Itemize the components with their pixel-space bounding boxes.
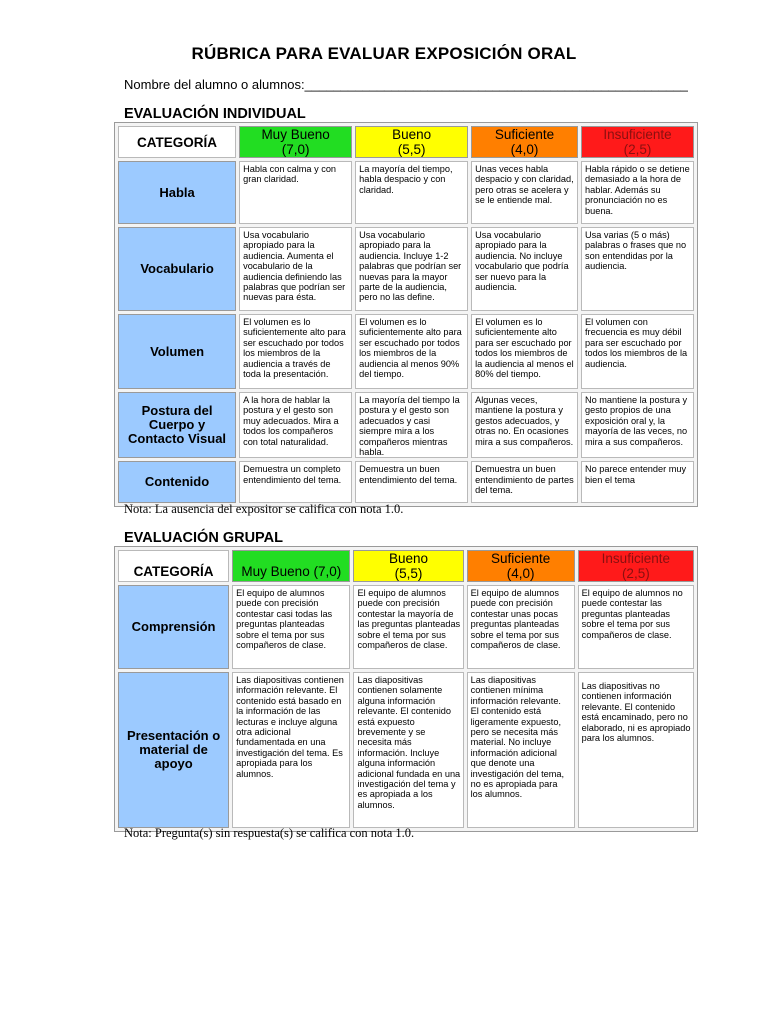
descriptor-cell: El volumen es lo suficientemente alto para ser escuchado por todos los miembros de la audiencia al menos el 80% del tiempo. <box>471 314 578 389</box>
level-header-bueno <box>353 550 463 582</box>
descriptor-cell: Usa vocabulario apropiado para la audiencia. Incluye 1-2 palabras que podrían ser nuevas para la mayor parte de la audiencia, pero no las define. <box>355 227 468 311</box>
category-cell: Habla <box>118 161 236 224</box>
descriptor-cell: No mantiene la postura y gesto propios de una exposición oral y, la mayoría de las veces, no mira a sus compañeros. <box>581 392 694 458</box>
level-name: Muy Bueno (7,0) <box>241 564 342 579</box>
category-cell: Comprensión <box>118 585 229 669</box>
descriptor-cell: Usa vocabulario apropiado para la audiencia. Aumenta el vocabulario de la audiencia definiendo las palabras que podrían ser nuevas para ésta. <box>239 227 352 311</box>
descriptor-cell: Habla rápido o se detiene demasiado a la hora de hablar. Además su pronunciación no es buena. <box>581 161 694 224</box>
rubric-table-individual <box>114 122 698 507</box>
level-score: (4,0) <box>506 566 535 581</box>
level-header-muy-bueno <box>239 126 352 158</box>
level-header-suficiente <box>471 126 578 158</box>
descriptor-cell: El equipo de alumnos puede con precisión contestar casi todas las preguntas planteadas sobre el tema por sus compañeros de clase. <box>232 585 350 669</box>
level-name: Insuficiente <box>603 127 672 142</box>
descriptor-cell: Usa vocabulario apropiado para la audiencia. No incluye vocabulario que podría ser nuevo para la audiencia. <box>471 227 578 311</box>
page-title: RÚBRICA PARA EVALUAR EXPOSICIÓN ORAL <box>191 44 577 63</box>
category-cell: Contenido <box>118 461 236 503</box>
descriptor-cell: Las diapositivas contienen información relevante. El contenido está basado en la información de las lecturas e incluye alguna otra adicional fundamentada en una investigación del tema. Es apropiada para los alumnos. <box>232 672 350 828</box>
descriptor-cell: Unas veces habla despacio y con claridad, pero otras se acelera y se le entiende mal. <box>471 161 578 224</box>
descriptor-cell: Las diapositivas contienen mínima información relevante. El contenido está ligeramente expuesto, pero se necesita más material. No incluye información adicional que denote una investigación del tema, no es apropiada para los alumnos. <box>467 672 575 828</box>
table-row <box>118 672 694 828</box>
descriptor-cell: El volumen con frecuencia es muy débil para ser escuchado por todos los miembros de la audiencia. <box>581 314 694 389</box>
descriptor-cell: La mayoría del tiempo, habla despacio y con claridad. <box>355 161 468 224</box>
table-row <box>118 161 694 224</box>
category-header: CATEGORÍA <box>118 550 229 582</box>
level-name: Insuficiente <box>601 551 670 566</box>
level-header-insuficiente <box>578 550 694 582</box>
descriptor-cell: Habla con calma y con gran claridad. <box>239 161 352 224</box>
descriptor-cell: Usa varias (5 o más) palabras o frases que no son entendidas por la audiencia. <box>581 227 694 311</box>
level-score: (2,5) <box>621 566 650 581</box>
level-score: (5,5) <box>394 566 423 581</box>
descriptor-cell: Demuestra un buen entendimiento de partes del tema. <box>471 461 578 503</box>
table-row <box>118 227 694 311</box>
level-name: Suficiente <box>494 127 555 142</box>
section-heading-grupal: EVALUACIÓN GRUPAL <box>124 530 283 546</box>
descriptor-cell: El volumen es lo suficientemente alto para ser escuchado por todos los miembros de la audiencia a través de toda la presentación. <box>239 314 352 389</box>
descriptor-cell: El equipo de alumnos no puede contestar las preguntas planteadas sobre el tema por sus compañeros de clase. <box>578 585 694 669</box>
category-cell: Postura del Cuerpo y Contacto Visual <box>118 392 236 458</box>
category-header: CATEGORÍA <box>118 126 236 158</box>
table-row <box>118 585 694 669</box>
descriptor-cell: No parece entender muy bien el tema <box>581 461 694 503</box>
note-grupal: Nota: Pregunta(s) sin respuesta(s) se califica con nota 1.0. <box>124 826 415 840</box>
header-row <box>118 550 694 582</box>
descriptor-cell: Demuestra un completo entendimiento del tema. <box>239 461 352 503</box>
rubric-table-grupal <box>114 546 698 832</box>
table-row <box>118 461 694 503</box>
level-name: Bueno <box>392 127 432 142</box>
descriptor-cell: La mayoría del tiempo la postura y el gesto son adecuados y casi siempre mira a los compañeros mientras habla. <box>355 392 468 458</box>
descriptor-cell: El equipo de alumnos puede con precisión contestar la mayoría de las preguntas planteadas sobre el tema por sus compañeros de clase. <box>353 585 463 669</box>
level-header-bueno <box>355 126 468 158</box>
level-header-muy-bueno <box>232 550 350 582</box>
descriptor-cell: Las diapositivas no contienen información relevante. El contenido está encaminado, pero no elaborado, ni es apropiado para los alumnos. <box>578 672 694 828</box>
descriptor-cell: Las diapositivas contienen solamente alguna información relevante. El contenido está expuesto brevemente y se necesita más información. Incluye alguna información adicional fundada en una investigación del tema y es apropiada a los alumnos. <box>353 672 463 828</box>
level-name: Bueno <box>389 551 429 566</box>
category-cell: Vocabulario <box>118 227 236 311</box>
note-individual: Nota: La ausencia del expositor se califica con nota 1.0. <box>124 502 404 516</box>
descriptor-cell: A la hora de hablar la postura y el gesto son muy adecuados. Mira a todos los compañeros con total naturalidad. <box>239 392 352 458</box>
section-heading-individual: EVALUACIÓN INDIVIDUAL <box>124 106 306 122</box>
student-name-line: Nombre del alumno o alumnos:_____________________________________________________ <box>124 77 688 92</box>
descriptor-cell: El equipo de alumnos puede con precisión contestar unas pocas preguntas planteadas sobre el tema por sus compañeros de clase. <box>467 585 575 669</box>
table-row <box>118 314 694 389</box>
descriptor-cell: Algunas veces, mantiene la postura y gestos adecuados, y otras no. En ocasiones mira a sus compañeros. <box>471 392 578 458</box>
level-score: (7,0) <box>281 142 310 157</box>
category-cell: Volumen <box>118 314 236 389</box>
level-score: (2,5) <box>623 142 652 157</box>
level-name: Muy Bueno <box>261 127 330 142</box>
table-row <box>118 392 694 458</box>
header-row <box>118 126 694 158</box>
level-header-suficiente <box>467 550 575 582</box>
descriptor-cell: El volumen es lo suficientemente alto para ser escuchado por todos los miembros de la audiencia al menos 90% del tiempo. <box>355 314 468 389</box>
descriptor-cell: Demuestra un buen entendimiento del tema. <box>355 461 468 503</box>
category-cell: Presentación o material de apoyo <box>118 672 229 828</box>
level-header-insuficiente <box>581 126 694 158</box>
level-score: (4,0) <box>510 142 539 157</box>
level-name: Suficiente <box>490 551 551 566</box>
level-score: (5,5) <box>397 142 426 157</box>
